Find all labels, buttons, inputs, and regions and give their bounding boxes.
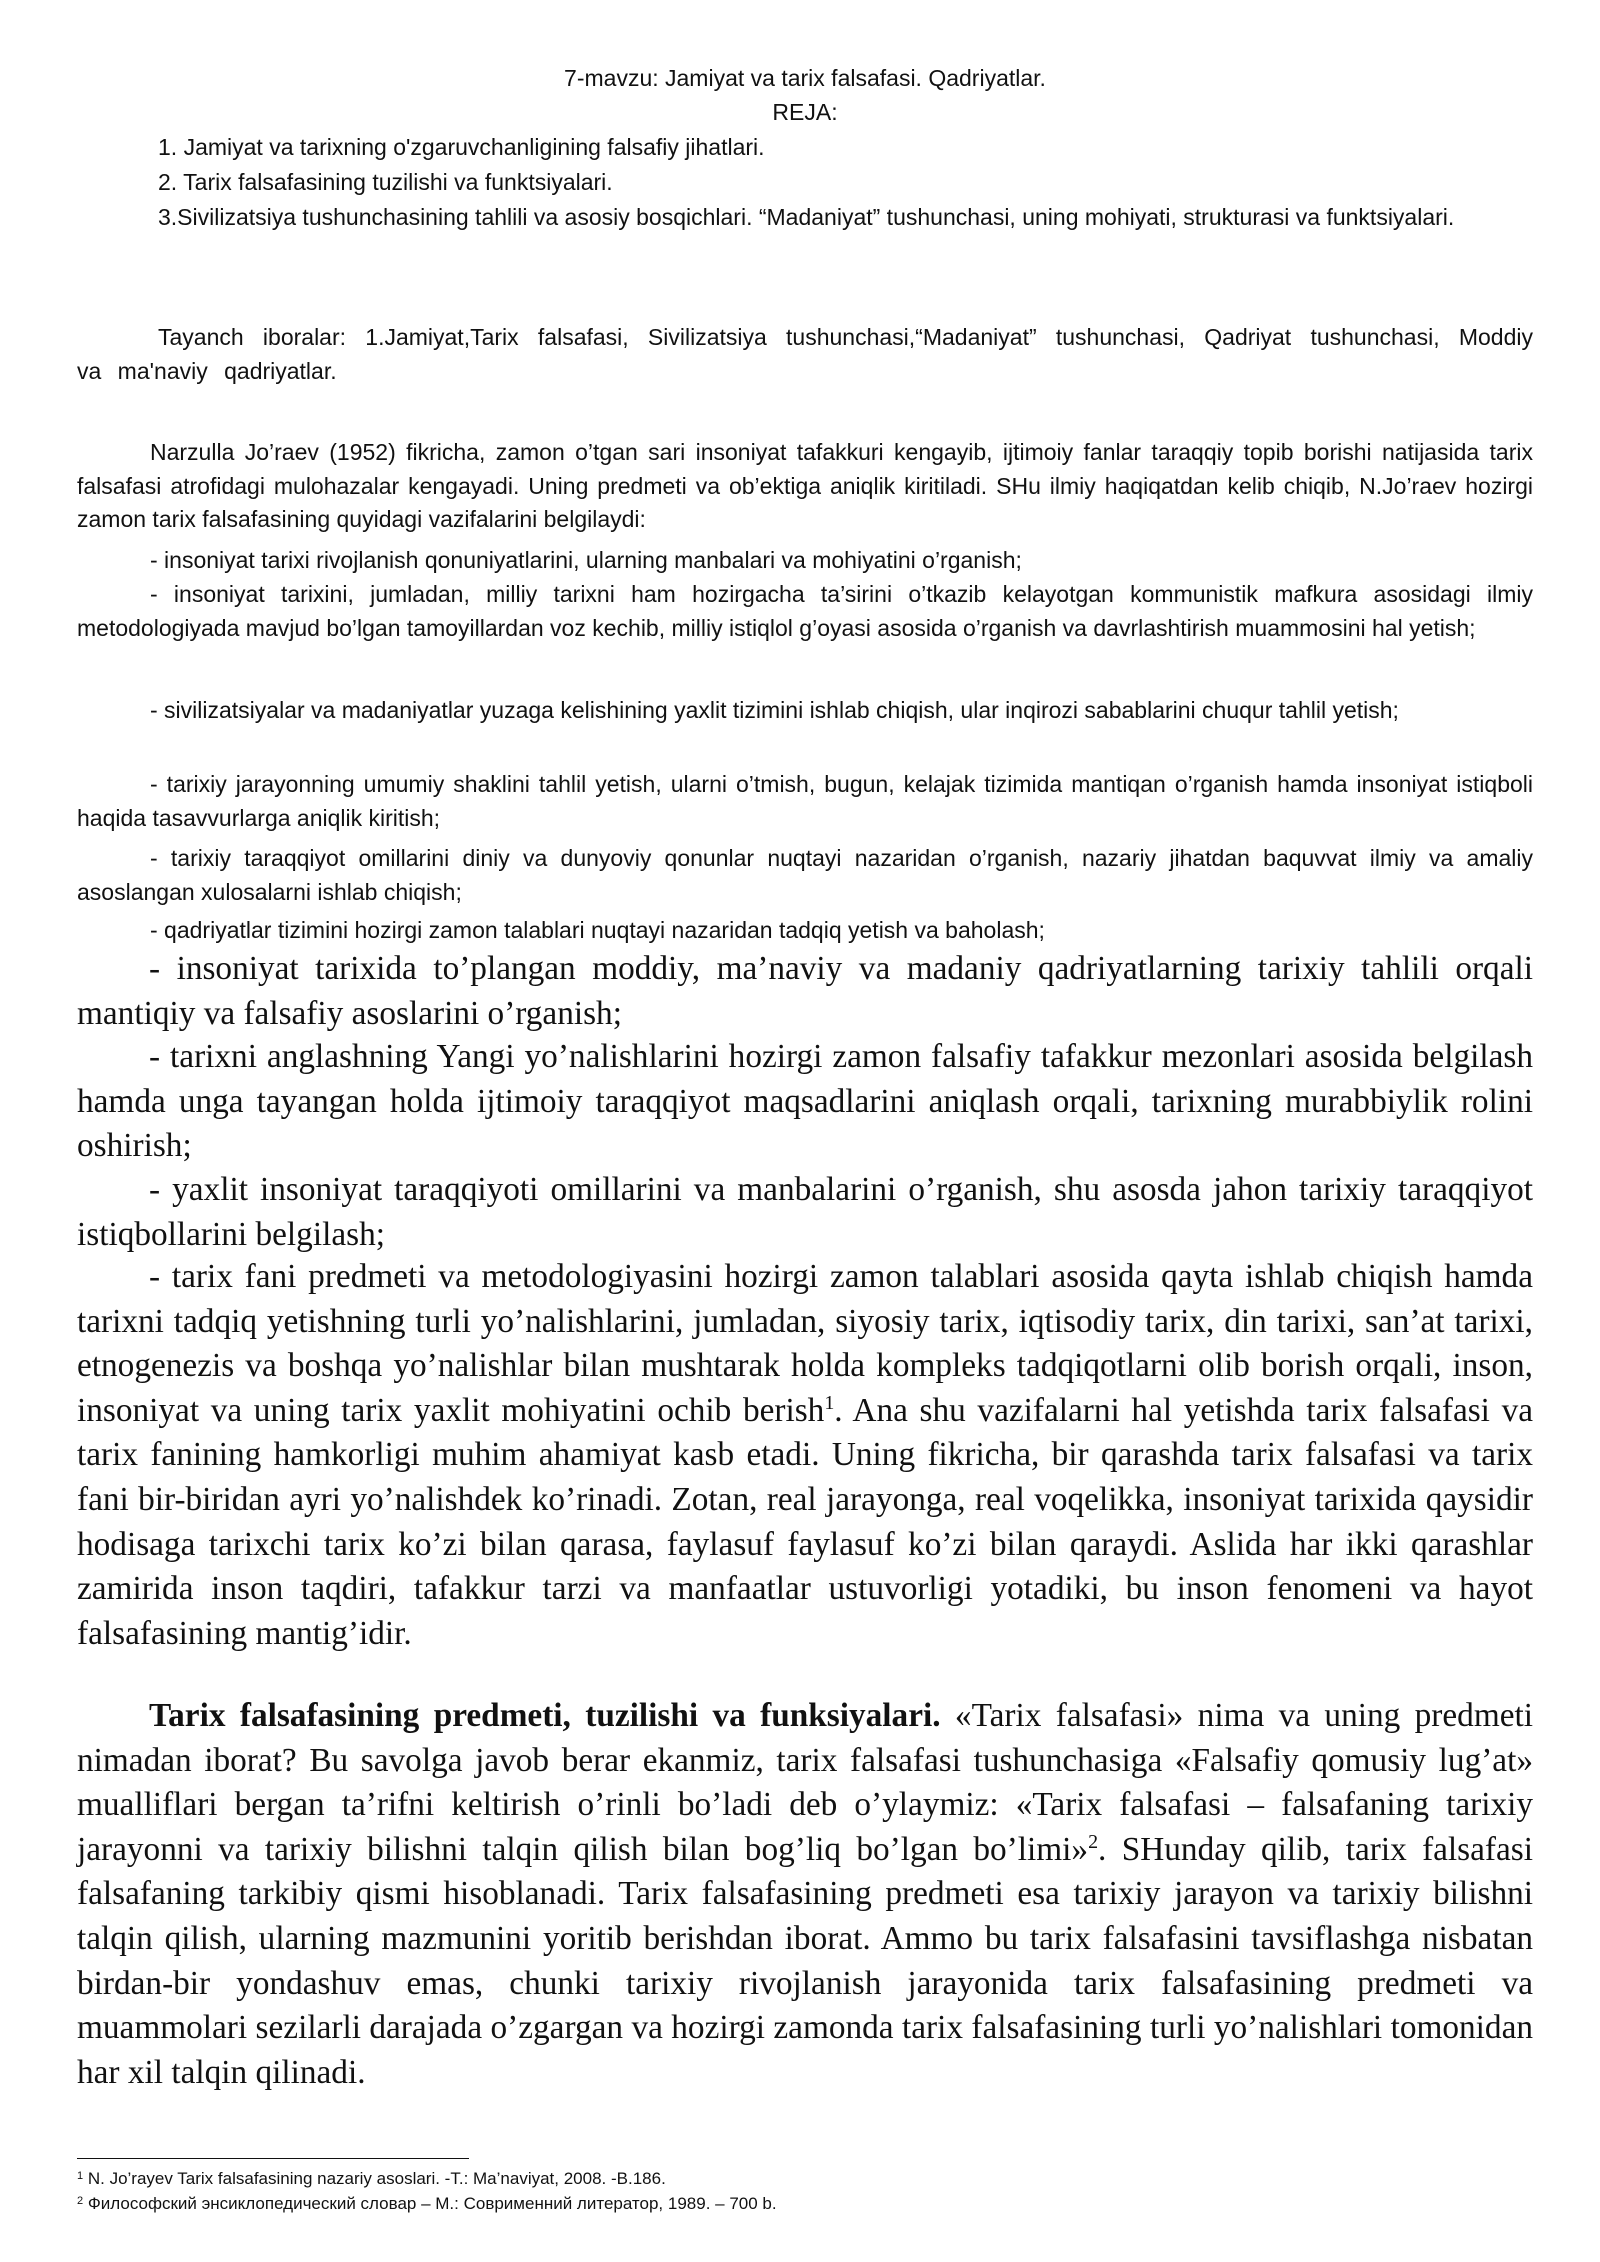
final-task-continuation: . Ana shu vazifalarni hal yetishda tarix falsafasi va tarix fanining hamkorligi muhim ahamiyat kasb etadi. Uning fikricha, bir qarashda tarix falsafasi va tarix fani bir-biridan ayri yo’nalishdek ko’rinadi. Zotan, real jarayonga, real voqelikka, insoniyat tarixida qaysidir hodisaga tarixchi tarix ko’zi bilan qarasa, faylasuf faylasuf ko’zi bilan qaraydi. Aslida har ikki qarashlar zamirida inson taqdiri, tafakkur tarzi va manfaatlar ustuvorligi yotadiki, bu inson fenomeni va hayot falsafasining mantig’idir.	[77, 1391, 1533, 1652]
section-continuation: . SHunday qilib, tarix falsafasi falsafaning tarkibiy qismi hisoblanadi. Tarix falsafasining predmeti esa tarixiy jarayon va tarixiy bilishni talqin qilish, ularning mazmunini yoritib berishdan iborat. Ammo bu tarix falsafasini tavsiflashga nisbatan birdan-bir yondashuv emas, chunki tarixiy rivojlanish jarayonida tarix falsafasining predmeti va muammolari sezilarli darajada o’zgargan va hozirgi zamonda tarix falsafasining turli yo’nalishlari tomonidan har xil talqin qilinadi.	[77, 1830, 1533, 2091]
task-item: - tarixiy jarayonning umumiy shaklini tahlil yetish, ularni o’tmish, bugun, kelajak tizimida mantiqan o’rganish hamda insoniyat istiqboli haqida tasavvurlarga aniqlik kiritish;	[77, 771, 1533, 831]
section-heading: Tarix falsafasining predmeti, tuzilishi va funksiyalari.	[149, 1697, 941, 1734]
intro-paragraph: Narzulla Jo’raev (1952) fikricha, zamon o’tgan sari insoniyat tafakkuri kengayib, ijtimoiy fanlar taraqqiy topib borishi natijasida tarix falsafasi atrofidagi mulohazalar kengayadi. Uning predmeti va ob’ektiga aniqlik kiritiladi. SHu ilmiy haqiqatdan kelib chiqib, N.Jo’raev hozirgi zamon tarix falsafasining quyidagi vazifalarini belgilaydi:	[77, 439, 1533, 532]
final-task-paragraph	[77, 1255, 1533, 1656]
footnote-text: N. Jo’rayev Tarix falsafasining nazariy asoslari. -T.: Ma’naviyat, 2008. -B.186.	[83, 2169, 666, 2188]
section-paragraph	[77, 1694, 1533, 2095]
footnote-text: Философский энсиклопедический словар – М.: Соврименний литератор, 1989. – 700 b.	[83, 2194, 777, 2213]
task-item: - insoniyat tarixi rivojlanish qonuniyatlarini, ularning manbalari va mohiyatini o’rganish;	[150, 547, 1022, 573]
footnote-separator	[77, 2158, 469, 2159]
task-item: - qadriyatlar tizimini hozirgi zamon talablari nuqtayi nazaridan tadqiq yetish va baholash;	[150, 917, 1045, 943]
task-item: - tarixiy taraqqiyot omillarini diniy va dunyoviy qonunlar nuqtayi nazaridan o’rganish, nazariy jihatdan baquvvat ilmiy va amaliy asoslangan xulosalarni ishlab chiqish;	[77, 845, 1533, 905]
footnote-1	[77, 2168, 666, 2190]
plan-heading: REJA:	[772, 99, 838, 125]
keywords-paragraph: Tayanch iboralar: 1.Jamiyat,Tarix falsafasi, Sivilizatsiya tushunchasi,“Madaniyat” tushunchasi, Qadriyat tushunchasi, Moddiy va ma'naviy qadriyatlar.	[77, 324, 1533, 384]
footnote-2	[77, 2193, 777, 2215]
document-title: 7-mavzu: Jamiyat va tarix falsafasi. Qadriyatlar.	[564, 65, 1046, 91]
footnote-ref-1[interactable]: 1	[824, 1391, 835, 1414]
task-item-large: - yaxlit insoniyat taraqqiyoti omillarini va manbalarini o’rganish, shu asosda jahon tarixiy taraqqiyot istiqbollarini belgilash;	[77, 1171, 1533, 1253]
footnote-ref-2[interactable]: 2	[1088, 1830, 1099, 1853]
plan-item-1: 1. Jamiyat va tarixning o'zgaruvchanligining falsafiy jihatlari.	[158, 134, 765, 160]
footnote-number: 2	[77, 2195, 84, 2207]
plan-item-2: 2. Tarix falsafasining tuzilishi va funktsiyalari.	[158, 169, 613, 195]
plan-item-3: 3.Sivilizatsiya tushunchasining tahlili va asosiy bosqichlari. “Madaniyat” tushunchasi, uning mohiyati, strukturasi va funktsiyalari.	[158, 204, 1455, 230]
final-task-text: - tarix fani predmeti va metodologiyasini hozirgi zamon talablari asosida qayta ishlab chiqish hamda tarixni tadqiq yetishning turli yo’nalishlarini, jumladan, siyosiy tarix, iqtisodiy tarix, din tarixi, san’at tarixi, etnogenezis va boshqa yo’nalishlar bilan mushtarak holda kompleks tadqiqotlarni olib borish orqali, inson, insoniyat va uning tarix yaxlit mohiyatini ochib berish	[77, 1258, 1533, 1429]
task-item: - insoniyat tarixini, jumladan, milliy tarixni ham hozirgacha ta’sirini o’tkazib kelayotgan kommunistik mafkura asosidagi ilmiy metodologiyada mavjud bo’lgan tamoyillardan voz kechib, milliy istiqlol g’oyasi asosida o’rganish va davrlashtirish muammosini hal yetish;	[77, 581, 1533, 641]
task-item-large: - tarixni anglashning Yangi yo’nalishlarini hozirgi zamon falsafiy tafakkur mezonlari asosida belgilash hamda unga tayangan holda ijtimoiy taraqqiyot maqsadlarini aniqlash orqali, tarixning murabbiylik rolini oshirish;	[77, 1038, 1533, 1165]
task-item-large: - insoniyat tarixida to’plangan moddiy, ma’naviy va madaniy qadriyatlarning tarixiy tahlili orqali mantiqiy va falsafiy asoslarini o’rganish;	[77, 950, 1533, 1032]
section-text: «Tarix falsafasi» nima va uning predmeti nimadan iborat? Bu savolga javob berar ekanmiz, tarix falsafasi tushunchasiga «Falsafiy qomusiy lug’at» mualliflari bergan ta’rifni keltirish o’rinli bo’ladi deb o’ylaymiz: «Tarix falsafasi – falsafaning tarixiy jarayonni va tarixiy bilishni talqin qilish bilan bog’liq bo’lgan bo’limi»	[77, 1697, 1533, 1868]
footnote-number: 1	[77, 2170, 84, 2182]
task-item: - sivilizatsiyalar va madaniyatlar yuzaga kelishining yaxlit tizimini ishlab chiqish, ular inqirozi sabablarini chuqur tahlil yetish;	[150, 697, 1399, 723]
